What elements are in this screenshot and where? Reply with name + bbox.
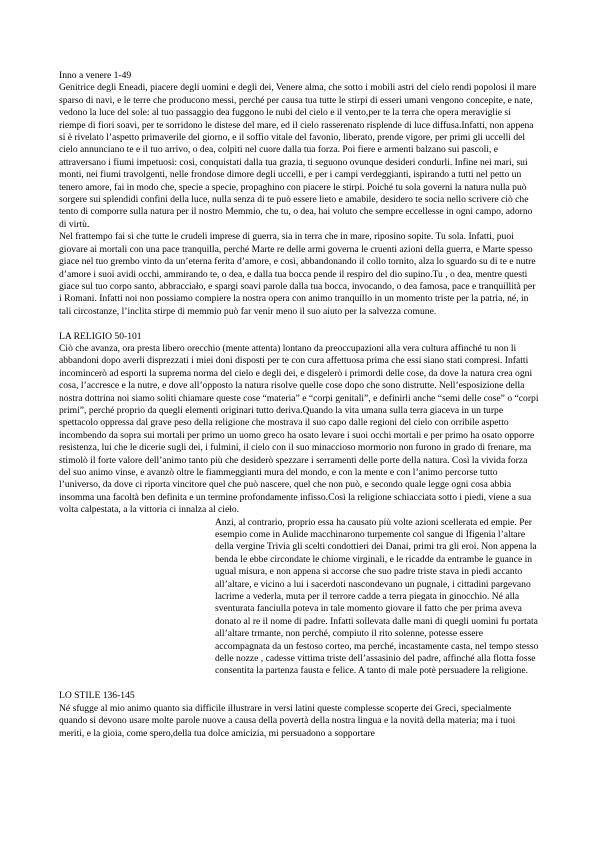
paragraph-religio-1: Ciò che avanza, ora presta libero orecchio (mente attenta) lontano da preoccupazioni alla vera cultura affinché tu non li abbandoni dopo averli disprezzati i miei doni disposti per te con cura affettuosa prima che essi siano stati compresi. Infatti incomincerò ad esporti la suprema norma del cielo e degli dei, e disgelerò i primordi delle cose, da dove la natura crea ogni cosa, l’accresce e la nutre, e dove all’opposto la natura risolve quelle cose dopo che sono distrutte. Nell’esposizione della nostra dottrina noi siamo soliti chiamare queste cose “materia” e “corpi genitali”, e definirli anche “semi delle cose” o “corpi primi”, perché proprio da quegli elementi originari tutto deriva.Quando la vita umana sulla terra giaceva in un turpe spettacolo oppressa dal grave peso della religione che mostrava il suo capo dalle regioni del cielo con orribile aspetto incombendo da sopra sui mortali per primo un uomo greco ha osato levare i suoi occhi mortali e per primo ha osato opporre resistenza, lui che le dicerie sugli dei, i fulmini, il cielo con il suo minaccioso mormorio non furono in grado di frenare, ma stimolò il forte valore dell’animo tanto più che desiderò spezzare i serramenti delle porte della natura. Così la vivida forza del suo animo vinse, e avanzò oltre le fiammeggianti mura del mondo, e con la mente e con l’animo percorse tutto l’universo, da dove ci riporta vincitore quel che può nascere, quel che non può, e secondo quale legge ogni cosa abbia insomma una facoltà ben definita e un termine profondamente infisso.Così la religione schiacciata sotto i piedi, viene a sua volta calpestata, a la vittoria ci innalza al cieło. [59,342,539,516]
section-gap [59,678,539,690]
paragraph-inno-1: Genitrice degli Eneadi, piacere degli uomini e degli dei, Venere alma, che sotto i mobili astri del cielo rendi popolosi il mare sparso di navi, e le terre che producono messi, perché per causa tua tutte le stirpi di esseri umani vengono concepite, e nate, vedono la luce del sole: al tuo passaggio dea fuggono le nubi del cielo e il vento,per te la terra che opera meraviglie si riempe di fiori soavi, per te sorridono le distese del mare, ed il cielo rasserenato risplende di luce diffusa.Infatti, non appena si è rivelato l’aspetto primaverile del giorno, e il soffio vitale del favonio, liberato, prende vigore, per primi gli uccelli del cielo annunciano te e il tuo arrivo, o dea, colpiti nel cuore dalla tua forza. Poi fiere e armenti balzano sui pascoli, e attraversano i fiumi impetuosi: così, conquistati dalla tua grazia, ti seguono ovunque desideri condurli. Infine nei mari, sui monti, nei fiumi travolgenti, nelle frondose dimore degli uccelli, e per i campi verdeggianti, ispirando a tutti nel petto un tenero amore, fai in modo che, specie a specie, propaghino con piacere le stirpi. Poiché tu sola governi la natura nulla può sorgere sui splendidi confini della luce, nulla senza di te può essere lieto e amabile, desidero te socia nello scrivere ciò che tento di comporre sulla natura per il nostro Memmio, che tu, o dea, hai voluto che sempre eccellesse in ogni campo, adorno di virtù. [59,82,537,230]
section-heading-inno: Inno a venere 1-49 [59,70,132,81]
paragraph-stile-1: Né sfugge al mio animo quanto sia difficile illustrare in versi latini queste complesse scoperte dei Greci, specialmente quando si devono usare molte parole nuove a causa della povertà della nostra lingua e la novità della materia; ma i tuoi meriti, e la gioia, come spero,della tua dolce amicizia, mi persuadono a sopportare [59,702,516,739]
section-heading-stile: LO STILE 136-145 [59,690,135,702]
paragraph-inno-2: Nel frattempo fai sì che tutte le crudeli imprese di guerra, sia in terra che in mare, riposino sopite. Tu sola. Infatti, puoi giovare ai mortali con una pace tranquilla, perché Marte re delle armi governa le cruenti azioni della guerra, e Marte spesso giace nel tuo grembo vinto da un’eterna ferita d’amore, e così, abbandonando il collo tornito, alza lo sguardo su di te e nutre d’amore i suoi avidi occhi, ammirando te, o dea, e dalla tua bocca pende il respiro del dio supino.Tu , o dea, mentre questi giace sul tuo corpo santo, abbracciało, e spargi soavi parole dalla tua bocca, invocando, o dea famosa, pace e tranquillità per i Romani. Infatti noi non possiamo compiere la nostra opera con animo tranquillo in un momento triste per la patria, né, in tali circostanze, l’inclita stirpe di memmio può far venir meno il suo aiuto per la salvezza comune. [59,231,536,317]
paragraph-religio-2: Anzi, al contrario, proprio essa ha causato più volte azioni scellerata ed empie. Per esempio come in Aulide macchinarono turpemente col sangue di Ifigenia l’altare della vergine Trivia gli scelti condottieri dei Danai, primi tra gli eroi. Non appena la benda le ebbe circondate le chiome virginali, e le ricadde da entrambe le guance in ugual misura, e non appena si accorse che suo padre triste stava in piedi accanto all’altare, e vicino a lui i sacerdoti nascondevano un pugnale, i cittadini pargevano lacrime a vederla, muta per il terrore cadde a terra piegata in ginocchio. Né alla sventurata fanciulla poteva in tale momento giovare il fatto che per prima aveva donato al re il nome di padre. Infatti sollevata dalle mani di quegli uomini fu portata all’altare trmante, non perché, compiuto il rito solenne, potesse essere accompagnata da un festoso corteo, ma perché, incastamente casta, nel tempo stesso delle nozze , cadesse vittima triste dell’assasinio del padre, affinché alla flotta fosse consentita la partenza fausta e felice. A tanto di male potè persuadere la religione. [215,516,539,677]
section-gap [59,318,539,330]
section-heading-religio: LA RELIGIO 50-101 [59,330,142,342]
document-page [59,70,539,740]
